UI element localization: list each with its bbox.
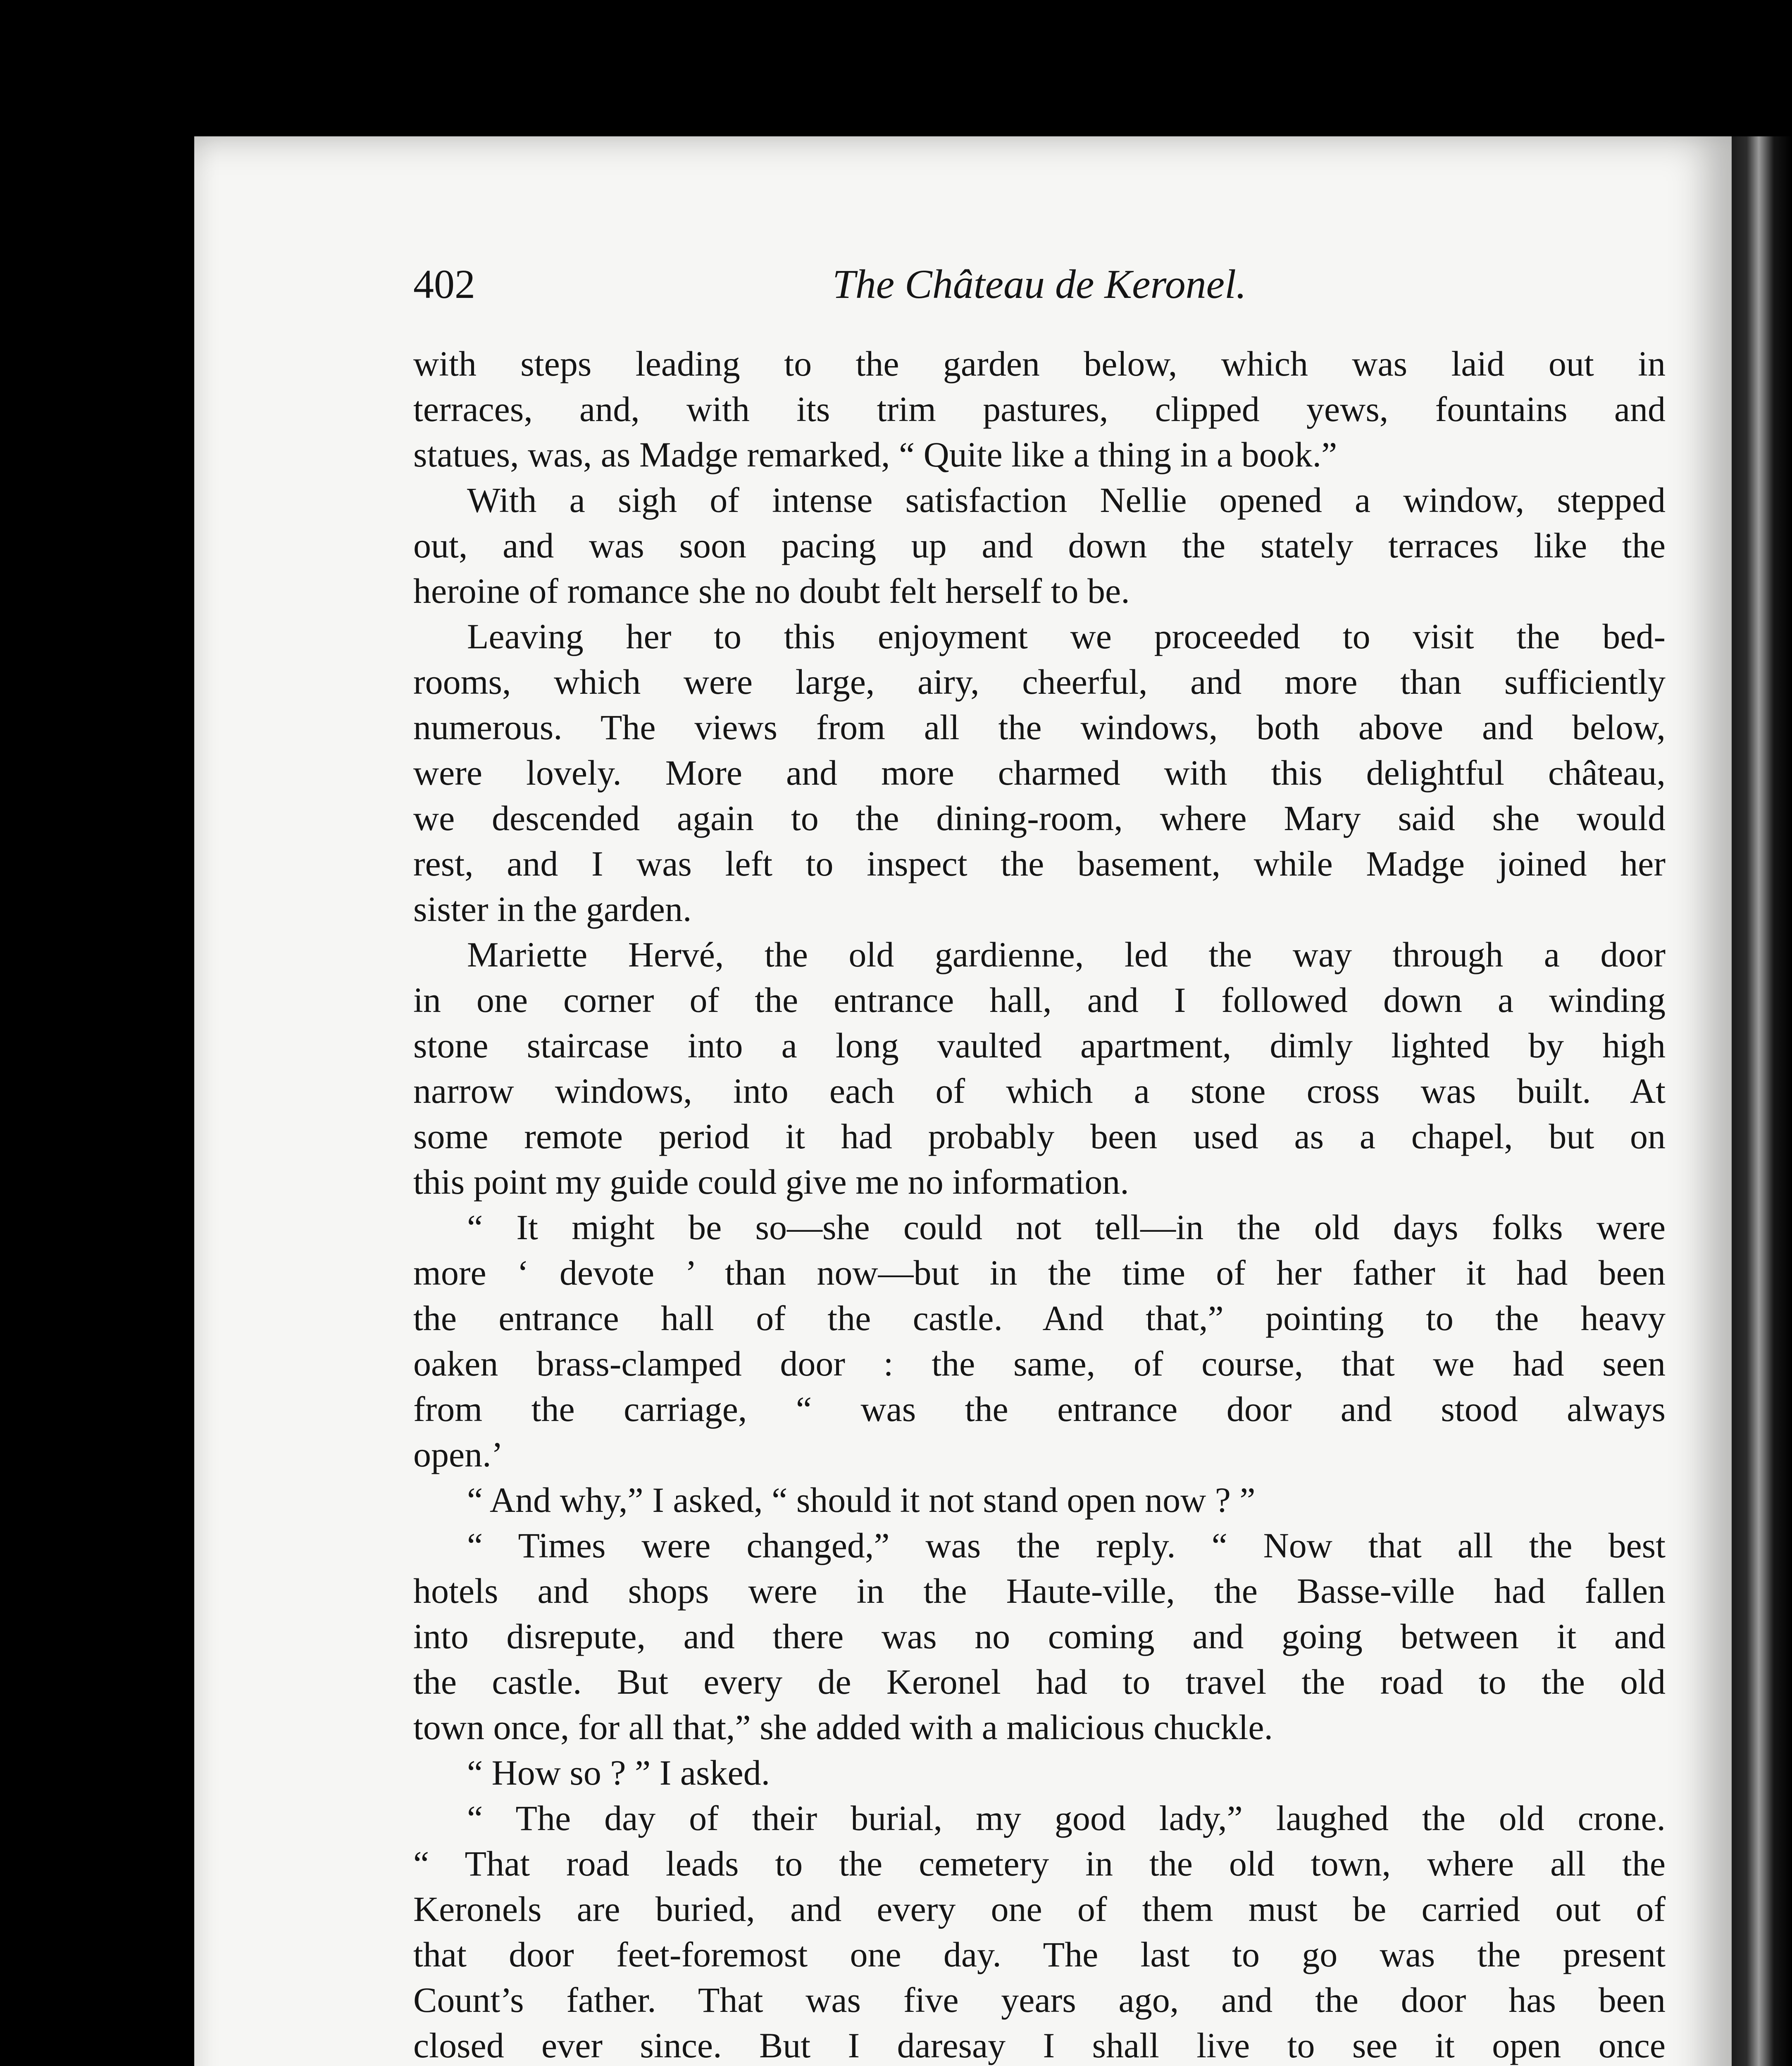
page-number: 402 (413, 261, 475, 307)
text-line: open.’ (413, 1435, 503, 1474)
text-line: with steps leading to the garden below, which was laid out in (413, 344, 1666, 383)
text-line: heroine of romance she no doubt felt herself to be. (413, 571, 1130, 611)
text-line: were lovely. More and more charmed with this delightful château, (413, 753, 1666, 793)
text-line: narrow windows, into each of which a stone cross was built. At (413, 1071, 1666, 1111)
text-line: terraces, and, with its trim pastures, clipped yews, fountains and (413, 389, 1666, 429)
text-line: “ And why,” I asked, “ should it not stand open now ? ” (467, 1480, 1256, 1520)
body-text (413, 341, 1666, 2066)
page-content (194, 136, 1732, 2066)
text-line: “ The day of their burial, my good lady,” laughed the old crone. (467, 1798, 1666, 1838)
facing-page-edge (1732, 136, 1792, 2066)
text-line: “ That road leads to the cemetery in the old town, where all the (413, 1844, 1666, 1883)
running-title: The Château de Keronel. (832, 261, 1246, 307)
text-line: in one corner of the entrance hall, and I followed down a winding (413, 980, 1666, 1020)
text-line: stone staircase into a long vaulted apartment, dimly lighted by high (413, 1026, 1666, 1065)
text-line: Leaving her to this enjoyment we proceeded to visit the bed- (467, 616, 1666, 656)
page-header (413, 252, 1666, 318)
text-line: With a sigh of intense satisfaction Nellie opened a window, stepped (467, 480, 1666, 520)
text-line: Count’s father. That was five years ago, and the door has been (413, 1980, 1666, 2020)
text-line: some remote period it had probably been used as a chapel, but on (413, 1116, 1666, 1156)
text-line: sister in the garden. (413, 889, 692, 929)
text-line: out, and was soon pacing up and down the stately terraces like the (413, 526, 1666, 565)
text-line: from the carriage, “ was the entrance door and stood always (413, 1389, 1666, 1429)
text-line: into disrepute, and there was no coming and going between it and (413, 1616, 1666, 1656)
text-line: numerous. The views from all the windows, both above and below, (413, 707, 1666, 747)
text-line: “ It might be so—she could not tell—in the old days folks were (467, 1207, 1666, 1247)
text-line: hotels and shops were in the Haute-ville, the Basse-ville had fallen (413, 1571, 1666, 1611)
text-line: Keronels are buried, and every one of them must be carried out of (413, 1889, 1666, 1929)
text-line: that door feet-foremost one day. The last to go was the present (413, 1935, 1666, 1974)
text-line: more ‘ devote ’ than now—but in the time of her father it had been (413, 1253, 1666, 1292)
text-line: the entrance hall of the castle. And that,” pointing to the heavy (413, 1298, 1666, 1338)
text-line: closed ever since. But I daresay I shall live to see it open once (413, 2026, 1666, 2065)
text-line: Mariette Hervé, the old gardienne, led the way through a door (467, 935, 1666, 974)
text-line: “ Times were changed,” was the reply. “ Now that all the best (467, 1526, 1666, 1565)
text-line: rooms, which were large, airy, cheerful, and more than sufficiently (413, 662, 1666, 702)
text-line: statues, was, as Madge remarked, “ Quite like a thing in a book.” (413, 435, 1337, 474)
text-line: this point my guide could give me no information. (413, 1162, 1129, 1202)
text-line: “ How so ? ” I asked. (467, 1753, 770, 1792)
text-line: we descended again to the dining-room, where Mary said she would (413, 798, 1666, 838)
text-line: the castle. But every de Keronel had to travel the road to the old (413, 1662, 1666, 1702)
text-line: oaken brass-clamped door : the same, of course, that we had seen (413, 1344, 1666, 1383)
text-line: town once, for all that,” she added with a malicious chuckle. (413, 1707, 1273, 1747)
text-line: rest, and I was left to inspect the basement, while Madge joined her (413, 844, 1666, 883)
